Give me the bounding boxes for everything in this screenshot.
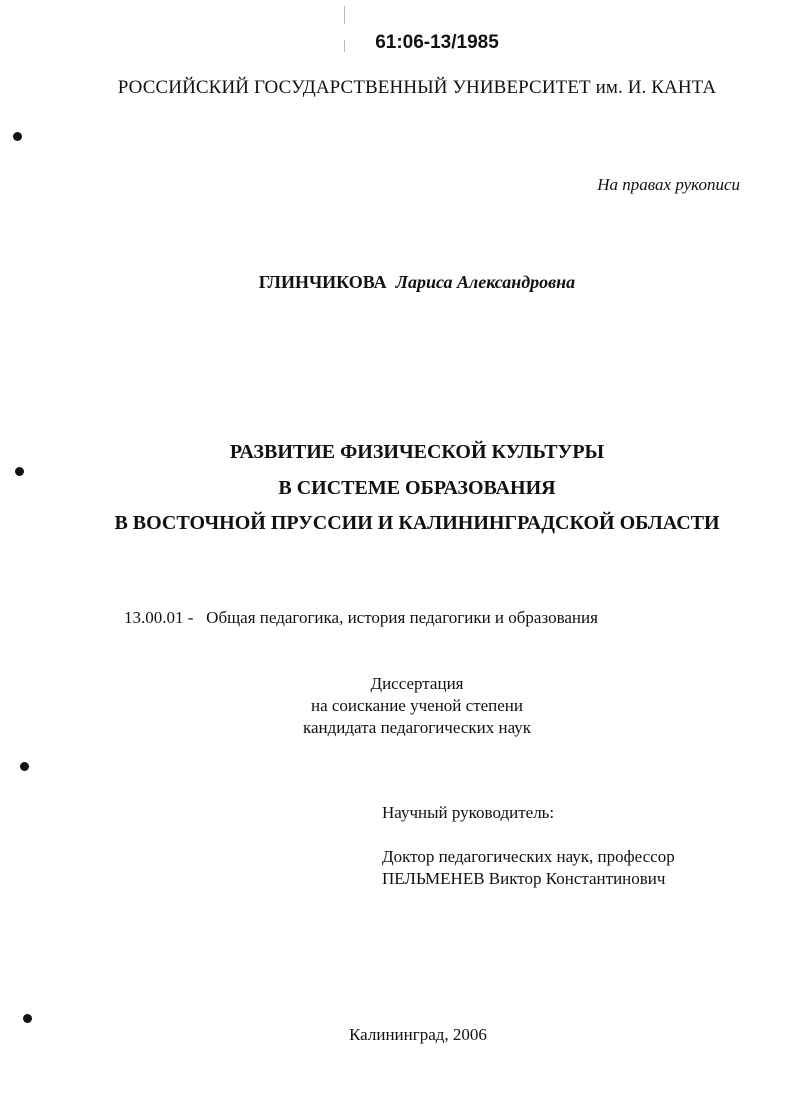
punch-hole-icon: [15, 467, 24, 476]
city-year: Калининград, 2006: [349, 1025, 487, 1044]
dissertation-line-2: на соискание ученой степени: [310, 696, 524, 715]
document-code: 61:06-13/1985: [375, 32, 499, 53]
dissertation-line-3: кандидата педагогических наук: [302, 718, 532, 737]
punch-hole-icon: [23, 1014, 32, 1023]
specialty-code: 13.00.01 - Общая педагогика, история педагогики и образования: [124, 608, 598, 627]
supervisor-name: ПЕЛЬМЕНЕВ Виктор Константинович: [382, 869, 666, 888]
author-name: [0, 272, 796, 293]
university-name: РОССИЙСКИЙ ГОСУДАРСТВЕННЫЙ УНИВЕРСИТЕТ им. И. КАНТА: [117, 77, 717, 98]
supervisor-degree: Доктор педагогических наук, профессор: [382, 847, 675, 866]
punch-hole-icon: [13, 132, 22, 141]
punch-hole-icon: [20, 762, 29, 771]
supervisor-label: Научный руководитель:: [382, 803, 555, 822]
title-line-2: В СИСТЕМЕ ОБРАЗОВАНИЯ: [278, 477, 556, 499]
scan-mark: [344, 6, 345, 24]
manuscript-rights-note: На правах рукописи: [597, 175, 740, 194]
title-line-3: В ВОСТОЧНОЙ ПРУССИИ И КАЛИНИНГРАДСКОЙ ОБЛАСТИ: [114, 512, 720, 534]
author-surname: ГЛИНЧИКОВА: [258, 272, 387, 292]
title-line-1: РАЗВИТИЕ ФИЗИЧЕСКОЙ КУЛЬТУРЫ: [229, 441, 605, 463]
dissertation-line-1: Диссертация: [370, 674, 464, 693]
author-given-names: Лариса Александровна: [395, 272, 576, 292]
